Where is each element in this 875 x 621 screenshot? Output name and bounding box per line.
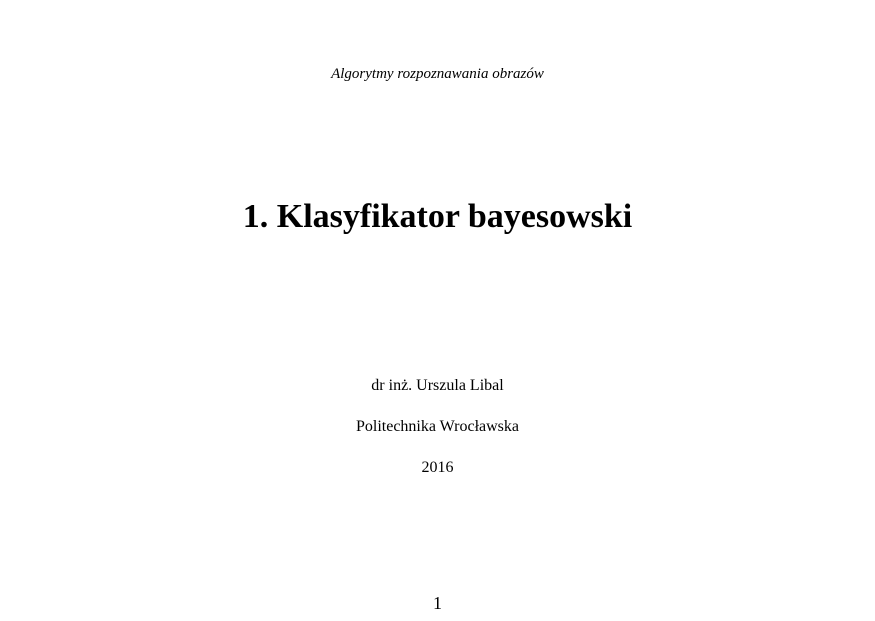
publication-year: 2016 [421,459,454,476]
slide-title: 1. Klasyfikator bayesowski [242,198,633,235]
course-title-header: Algorytmy rozpoznawania obrazów [331,66,544,82]
page-number: 1 [433,593,442,613]
author-name: dr inż. Urszula Libal [371,377,504,394]
institution-name: Politechnika Wrocławska [355,418,519,435]
